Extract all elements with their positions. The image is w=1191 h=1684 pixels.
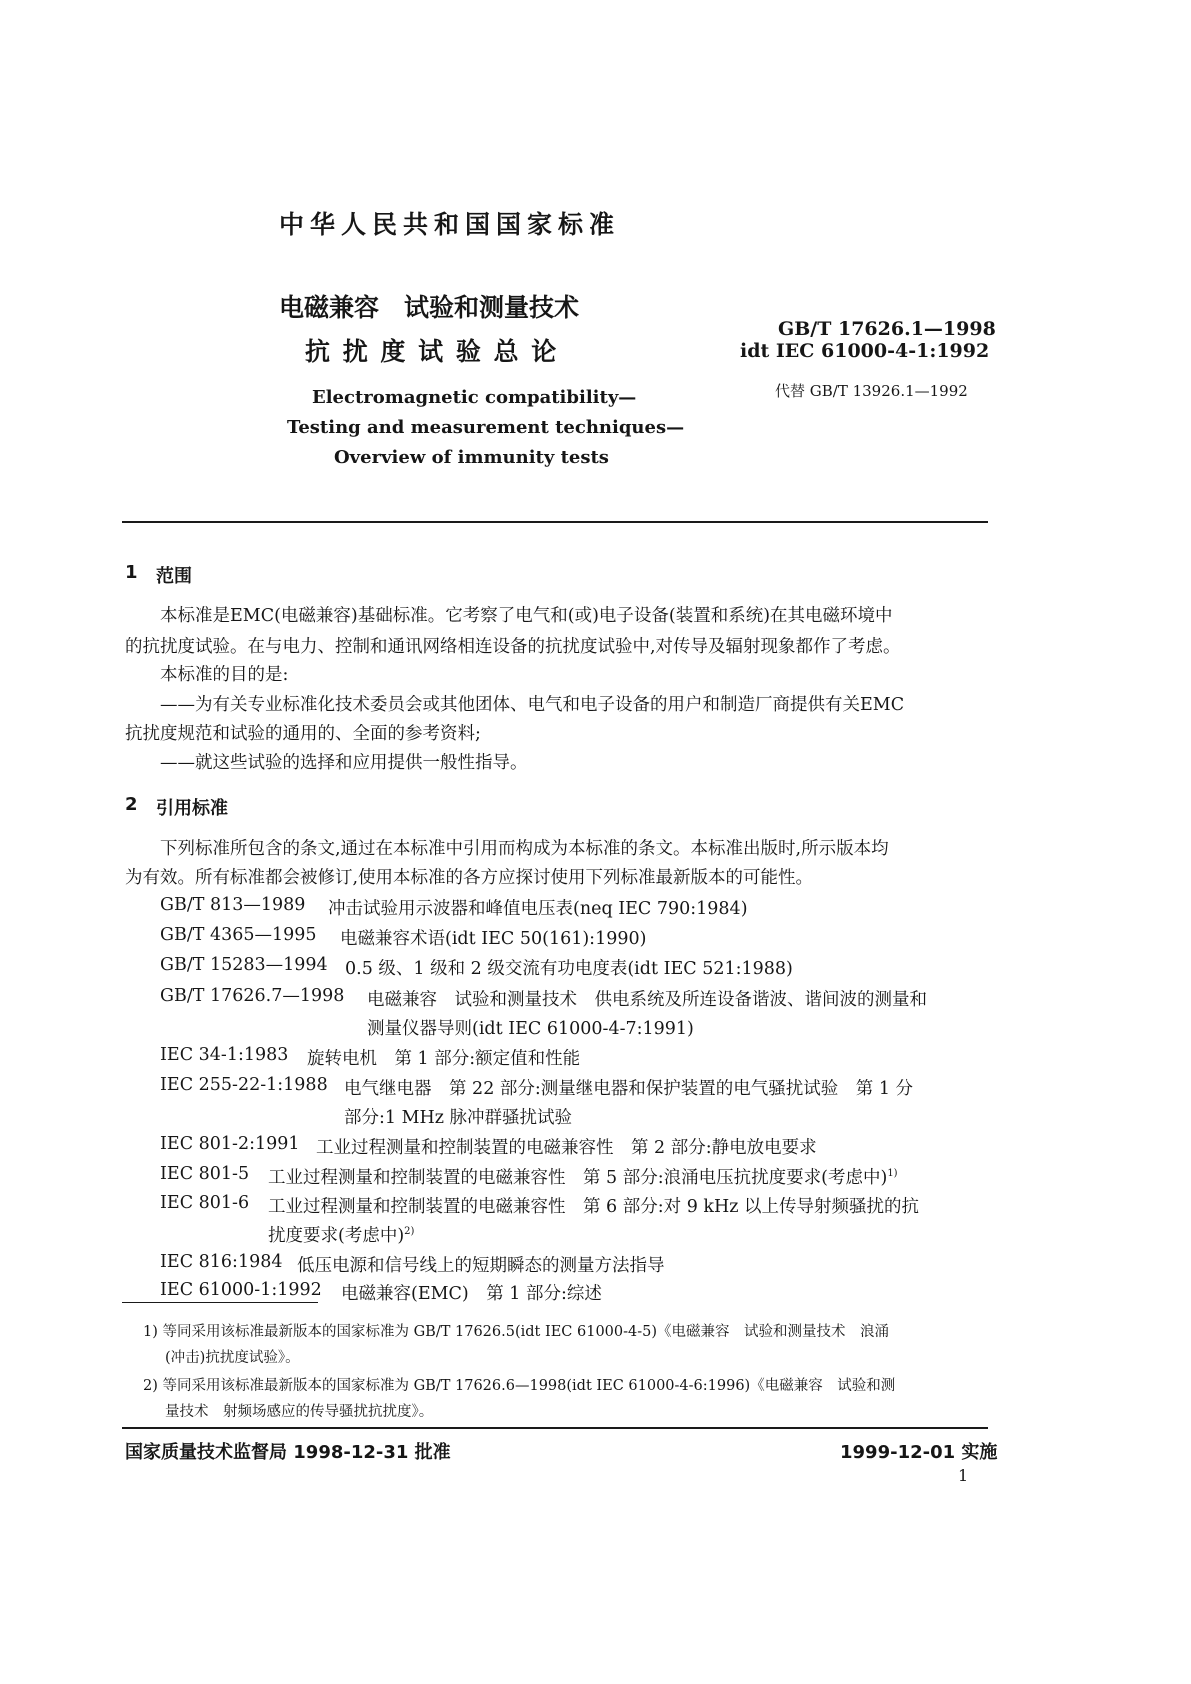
idt-code: idt IEC 61000-4-1:1992	[740, 340, 990, 362]
ref-code: IEC 34-1:1983	[160, 1045, 289, 1065]
section1-para2: 本标准的目的是:	[160, 665, 289, 685]
title-zh-line2: 抗 扰 度 试 验 总 论	[305, 337, 559, 366]
ref-code: GB/T 4365—1995	[160, 925, 317, 945]
ref-text: 工业过程测量和控制装置的电磁兼容性 第 6 部分:对 9 kHz 以上传导射频骚扰的抗	[268, 1197, 920, 1217]
section2-number: 2	[125, 794, 138, 815]
national-standard-header: 中华人民共和国国家标准	[279, 210, 621, 239]
ref-text-cont	[268, 1222, 414, 1247]
ref-text: 电磁兼容 试验和测量技术 供电系统及所连设备谐波、谐间波的测量和	[367, 990, 927, 1010]
section1-item1-line1: ——为有关专业标准化技术委员会或其他团体、电气和电子设备的用户和制造厂商提供有关EMC	[160, 695, 905, 715]
header-divider	[122, 521, 988, 523]
section1-heading: 范围	[156, 566, 192, 587]
title-en-line2: Testing and measurement techniques—	[287, 417, 685, 438]
ref-text-cont-main: 扰度要求(考虑中)	[268, 1226, 405, 1246]
ref-code: IEC 801-2:1991	[160, 1134, 300, 1154]
approval-note: 国家质量技术监督局 1998-12-31 批准	[125, 1442, 451, 1463]
ref-text: 冲击试验用示波器和峰值电压表(neq IEC 790:1984)	[328, 899, 748, 919]
footnote-separator	[122, 1302, 318, 1303]
section2-para1-line2: 为有效。所有标准都会被修订,使用本标准的各方应探讨使用下列标准最新版本的可能性。	[125, 868, 814, 888]
ref-text: 低压电源和信号线上的短期瞬态的测量方法指导	[297, 1256, 665, 1276]
ref-text: 电气继电器 第 22 部分:测量继电器和保护装置的电气骚扰试验 第 1 分	[344, 1079, 914, 1099]
footer-divider	[122, 1427, 988, 1429]
gb-code: GB/T 17626.1—1998	[778, 318, 996, 340]
ref-text	[268, 1164, 898, 1189]
ref-text-cont: 部分:1 MHz 脉冲群骚扰试验	[344, 1108, 573, 1128]
ref-code: IEC 61000-1:1992	[160, 1280, 322, 1300]
title-zh-line1: 电磁兼容 试验和测量技术	[279, 293, 580, 322]
section2-heading: 引用标准	[156, 798, 228, 819]
ref-text: 电磁兼容术语(idt IEC 50(161):1990)	[340, 929, 647, 949]
title-en-line1: Electromagnetic compatibility—	[312, 387, 637, 408]
section1-item2: ——就这些试验的选择和应用提供一般性指导。	[160, 753, 528, 773]
ref-text: 旋转电机 第 1 部分:额定值和性能	[307, 1049, 581, 1069]
footnote-2-line2: 量技术 射频场感应的传导骚扰抗扰度》。	[165, 1404, 434, 1420]
effective-date: 1999-12-01 实施	[840, 1442, 998, 1463]
ref-code: GB/T 813—1989	[160, 895, 306, 915]
footnote-1-line1: 1) 等同采用该标准最新版本的国家标准为 GB/T 17626.5(idt IEC 61000-4-5)《电磁兼容 试验和测量技术 浪涌	[143, 1324, 890, 1340]
ref-code: GB/T 15283—1994	[160, 955, 328, 975]
title-en-line3: Overview of immunity tests	[334, 447, 609, 468]
section1-para1-line2: 的抗扰度试验。在与电力、控制和通讯网络相连设备的抗扰度试验中,对传导及辐射现象都作了考虑。	[125, 637, 901, 657]
footnote-1-line2: (冲击)抗扰度试验》。	[165, 1350, 300, 1366]
footnote-marker: 1)	[887, 1168, 898, 1180]
ref-code: GB/T 17626.7—1998	[160, 986, 345, 1006]
ref-text: 工业过程测量和控制装置的电磁兼容性 第 2 部分:静电放电要求	[316, 1138, 817, 1158]
ref-code: IEC 801-5	[160, 1164, 250, 1184]
ref-text-cont: 测量仪器导则(idt IEC 61000-4-7:1991)	[367, 1019, 694, 1039]
section1-number: 1	[125, 562, 138, 583]
ref-code: IEC 255-22-1:1988	[160, 1075, 328, 1095]
ref-code: IEC 816:1984	[160, 1252, 283, 1272]
section1-item1-line2: 抗扰度规范和试验的通用的、全面的参考资料;	[125, 724, 481, 744]
footnote-marker: 2)	[404, 1226, 415, 1238]
ref-text: 电磁兼容(EMC) 第 1 部分:综述	[341, 1284, 602, 1304]
section2-para1-line1: 下列标准所包含的条文,通过在本标准中引用而构成为本标准的条文。本标准出版时,所示版本均	[160, 839, 889, 859]
ref-code: IEC 801-6	[160, 1193, 250, 1213]
footnote-2-line1: 2) 等同采用该标准最新版本的国家标准为 GB/T 17626.6—1998(idt IEC 61000-4-6:1996)《电磁兼容 试验和测	[143, 1378, 896, 1394]
replaces-note: 代替 GB/T 13926.1—1992	[775, 382, 968, 400]
section1-para1-line1: 本标准是EMC(电磁兼容)基础标准。它考察了电气和(或)电子设备(装置和系统)在其电磁环境中	[160, 606, 893, 626]
ref-text: 0.5 级、1 级和 2 级交流有功电度表(idt IEC 521:1988)	[345, 959, 793, 979]
page-number: 1	[958, 1466, 969, 1485]
ref-text-main: 工业过程测量和控制装置的电磁兼容性 第 5 部分:浪涌电压抗扰度要求(考虑中)	[268, 1168, 888, 1188]
